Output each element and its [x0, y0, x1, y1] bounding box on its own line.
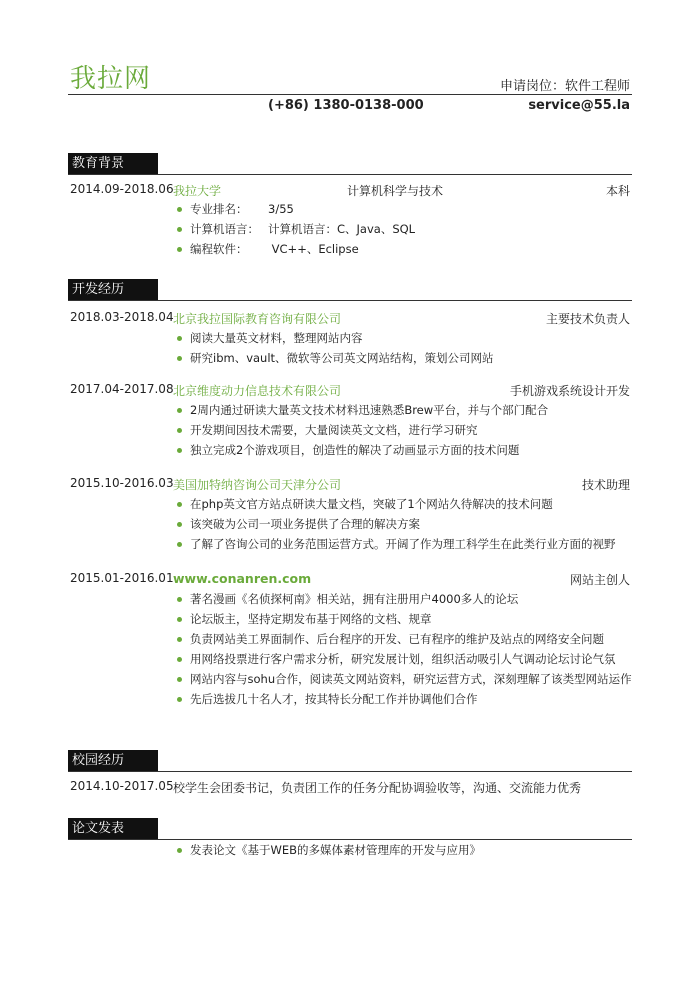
list-item: 开发期间因技术需要，大量阅读英文文档，进行学习研究 — [173, 420, 633, 440]
campus-row: 2014.10-2017.05 校学生会团委书记，负责团工作的任务分配协调验收等，沟通、交流能力优秀 — [70, 779, 582, 795]
bullet-icon — [177, 336, 182, 341]
list-item: 该突破为公司一项业务提供了合理的解决方案 — [173, 514, 633, 534]
education-row — [70, 182, 630, 200]
bullet-icon — [177, 502, 182, 507]
section-title-education: 教育背景 — [68, 153, 158, 174]
job-row: 2015.10-2016.03 美国加特纳咨询公司天津分公司 技术助理 — [70, 476, 630, 492]
major: 计算机科学与技术 — [347, 184, 444, 198]
degree: 本科 — [605, 184, 630, 198]
bullet-icon — [177, 542, 182, 547]
job-row: 2018.03-2018.04 北京我拉国际教育咨询有限公司 主要技术负责人 — [70, 310, 630, 326]
bullet-icon — [177, 448, 182, 453]
section-divider — [68, 174, 632, 175]
section-title-papers: 论文发表 — [68, 818, 158, 839]
job-details — [173, 589, 633, 709]
bullet-icon — [177, 428, 182, 433]
paper-list — [173, 840, 633, 860]
section-title-work: 开发经历 — [68, 279, 158, 300]
job-details — [173, 494, 633, 554]
email-address: service@55.la — [528, 98, 630, 113]
job-row: 2017.04-2017.08 北京维度动力信息技术有限公司 手机游戏系统设计开发 — [70, 382, 630, 398]
list-item: 研究ibm、vault、微软等公司英文网站结构，策划公司网站 — [173, 348, 633, 368]
bullet-icon — [177, 207, 182, 212]
list-item: 专业排名： 3/55 — [173, 199, 633, 219]
bullet-icon — [177, 597, 182, 602]
bullet-icon — [177, 848, 182, 853]
job-details — [173, 328, 633, 368]
bullet-icon — [177, 408, 182, 413]
list-item: 编程软件： VC++、Eclipse — [173, 239, 633, 259]
applied-position: 申请岗位：软件工程师 — [499, 79, 630, 94]
education-date: 2014.09-2018.06 — [70, 182, 174, 196]
list-item: 论坛版主，坚持定期发布基于网络的文档、规章 — [173, 609, 633, 629]
list-item: 阅读大量英文材料，整理网站内容 — [173, 328, 633, 348]
bullet-icon — [177, 356, 182, 361]
bullet-icon — [177, 697, 182, 702]
list-item: 著名漫画《名侦探柯南》相关站，拥有注册用户4000多人的论坛 — [173, 589, 633, 609]
list-item: 了解了咨询公司的业务范围运营方式。开阔了作为理工科学生在此类行业方面的视野 — [173, 534, 633, 554]
list-item: 先后选拔几十名人才，按其特长分配工作并协调他们合作 — [173, 689, 633, 709]
list-item: 独立完成2个游戏项目，创造性的解决了动画显示方面的技术问题 — [173, 440, 633, 460]
bullet-icon — [177, 637, 182, 642]
list-item: 负责网站美工界面制作、后台程序的开发、已有程序的维护及站点的网络安全问题 — [173, 629, 633, 649]
candidate-name: 我拉网 — [70, 64, 152, 94]
website-link: www.conanren.com — [173, 571, 312, 586]
list-item: 计算机语言： 计算机语言：C、Java、SQL — [173, 219, 633, 239]
job-details — [173, 400, 633, 460]
section-divider — [68, 300, 632, 301]
section-title-campus: 校园经历 — [68, 750, 158, 771]
list-item: 发表论文《基于WEB的多媒体素材管理库的开发与应用》 — [173, 840, 633, 860]
list-item: 网站内容与sohu合作，阅读英文网站资料，研究运营方式，深刻理解了该类型网站运作 — [173, 669, 633, 689]
list-item: 用网络投票进行客户需求分析，研究发展计划，组织活动吸引人气调动论坛讨论气氛 — [173, 649, 633, 669]
header-divider — [68, 94, 632, 95]
bullet-icon — [177, 227, 182, 232]
section-divider — [68, 771, 632, 772]
list-item: 2周内通过研读大量英文技术材料迅速熟悉Brew平台，并与个部门配合 — [173, 400, 633, 420]
bullet-icon — [177, 522, 182, 527]
bullet-icon — [177, 247, 182, 252]
phone-number: (+86) 1380-0138-000 — [268, 98, 424, 113]
education-details — [173, 199, 633, 259]
school-name: 我拉大学 — [173, 184, 222, 198]
bullet-icon — [177, 617, 182, 622]
list-item: 在php英文官方站点研读大量文档，突破了1个网站久待解决的技术问题 — [173, 494, 633, 514]
bullet-icon — [177, 657, 182, 662]
job-row: 2015.01-2016.01 www.conanren.com 网站主创人 — [70, 571, 630, 587]
bullet-icon — [177, 677, 182, 682]
